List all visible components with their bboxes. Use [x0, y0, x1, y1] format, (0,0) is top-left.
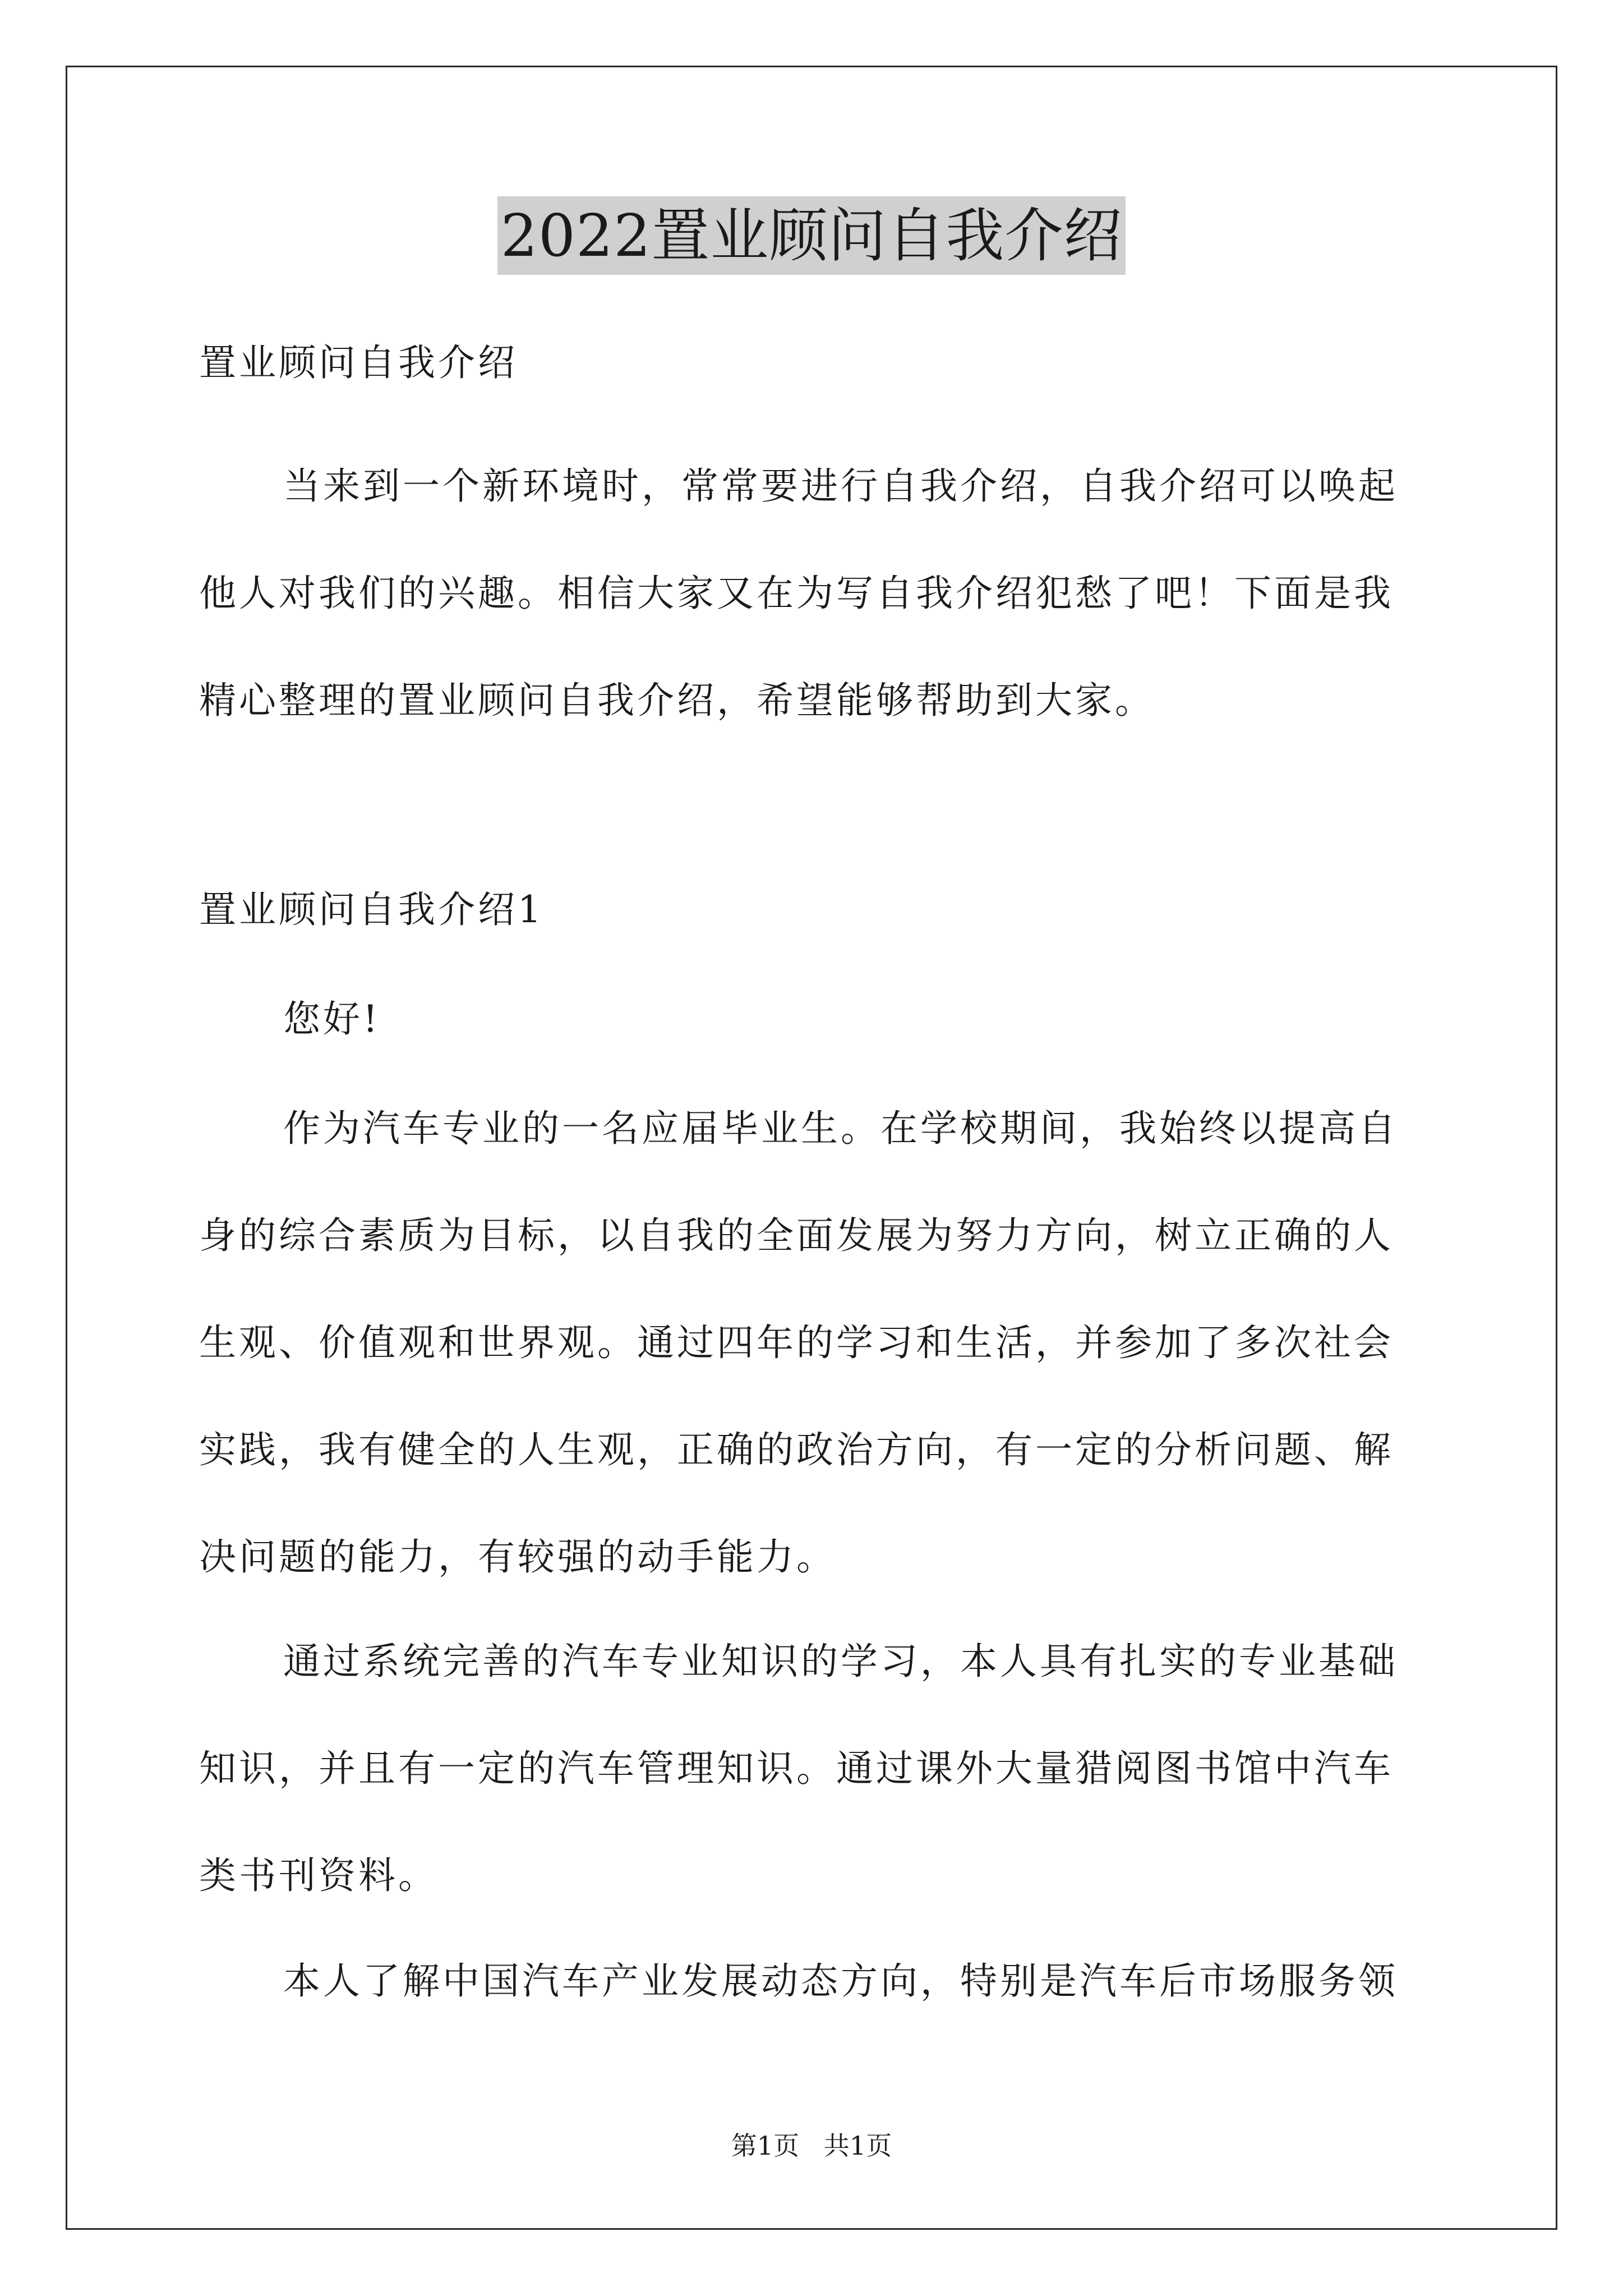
paragraph-line: 生观、价值观和世界观。通过四年的学习和生活，并参加了多次社会 [199, 1321, 1394, 1364]
paragraph-line: 作为汽车专业的一名应届毕业生。在学校期间，我始终以提高自 [283, 1107, 1398, 1150]
paragraph-line: 身的综合素质为目标，以自我的全面发展为努力方向，树立正确的人 [199, 1214, 1394, 1257]
greeting-block [199, 993, 1427, 1046]
paragraph-line: 决问题的能力，有较强的动手能力。 [199, 1535, 836, 1579]
intro-line: 精心整理的置业顾问自我介绍，希望能够帮助到大家。 [199, 679, 1155, 722]
paragraph-3 [199, 1955, 1427, 2008]
paragraph-line: 类书刊资料。 [199, 1854, 438, 1897]
section-heading-block [199, 884, 1427, 936]
subtitle-block [199, 337, 1427, 389]
paragraph-line: 本人了解中国汽车产业发展动态方向，特别是汽车后市场服务领 [283, 1959, 1398, 2003]
document-title: 2022置业顾问自我介绍 [497, 196, 1126, 275]
intro-paragraph [199, 460, 1427, 727]
intro-line: 当来到一个新环境时，常常要进行自我介绍，自我介绍可以唤起 [283, 464, 1398, 508]
greeting: 您好! [283, 997, 381, 1041]
paragraph-line: 实践，我有健全的人生观，正确的政治方向，有一定的分析问题、解 [199, 1428, 1394, 1471]
paragraph-2 [199, 1635, 1427, 1902]
paragraph-line: 通过系统完善的汽车专业知识的学习，本人具有扎实的专业基础 [283, 1640, 1398, 1683]
paragraph-1 [199, 1102, 1427, 1584]
section-heading: 置业顾问自我介绍1 [199, 888, 544, 931]
title-container [0, 196, 1623, 275]
document-subtitle: 置业顾问自我介绍 [199, 341, 518, 384]
intro-line: 他人对我们的兴趣。相信大家又在为写自我介绍犯愁了吧！下面是我 [199, 572, 1394, 615]
paragraph-line: 知识，并且有一定的汽车管理知识。通过课外大量猎阅图书馆中汽车 [199, 1747, 1394, 1790]
page-footer: 第1页 共1页 [731, 2131, 892, 2161]
